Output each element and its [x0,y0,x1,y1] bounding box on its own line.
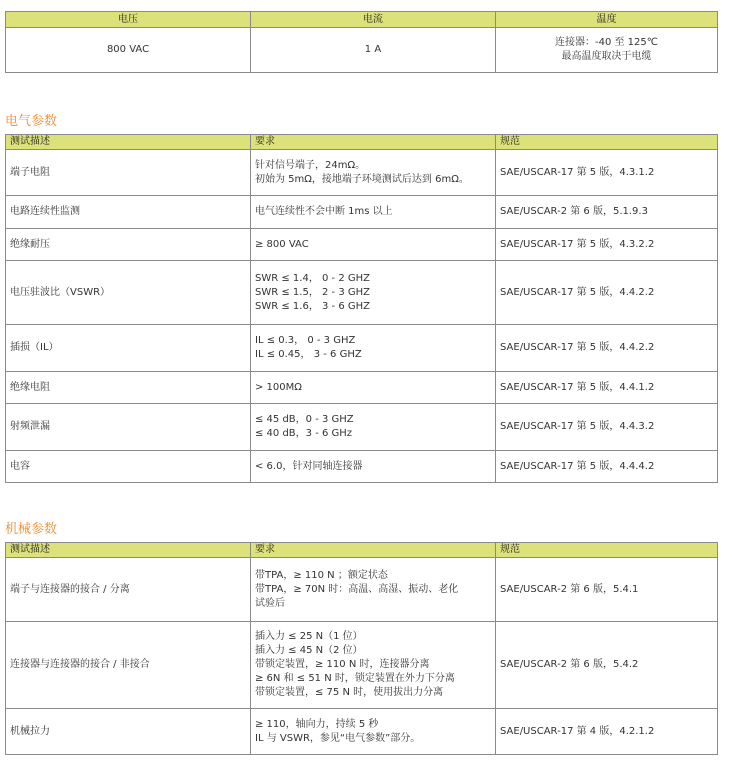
electrical-header-row [6,135,718,150]
requirement-line: 电气连续性不会中断 1ms 以上 [255,206,393,217]
test-description: 连接器与连接器的接合 / 非接合 [6,622,251,709]
temperature-note: 最高温度取决于电缆 [561,51,652,62]
requirement-line: 带TPA，≥ 70N 时：高温、高湿、振动、老化 [255,583,459,595]
electrical-section-title: 电气参数 [5,114,58,129]
requirement-line: SWR ≤ 1.5， 2 - 3 GHZ [255,286,370,298]
specification: SAE/USCAR-17 第 5 版，4.4.1.2 [496,372,718,404]
requirement-line: SWR ≤ 1.6， 3 - 6 GHZ [255,300,370,312]
rating-table [5,11,718,73]
table-row [6,558,718,622]
test-description: 端子电阻 [6,150,251,196]
test-description: 插损（IL） [6,325,251,372]
temperature-header: 温度 [496,12,718,28]
test-description: 电容 [6,451,251,483]
requirement-line: 试验后 [255,597,285,609]
mechanical-header-row [6,543,718,558]
specification: SAE/USCAR-17 第 5 版，4.4.4.2 [496,451,718,483]
requirement-line: ≥ 110，轴向力，持续 5 秒 [255,718,379,730]
table-row [6,451,718,483]
table-row [6,372,718,404]
requirement-line: ≥ 800 VAC [255,238,309,250]
table-row [6,709,718,755]
requirement-line: 带锁定装置，≤ 75 N 时，使用拔出力分离 [255,687,444,698]
test-description: 绝缘耐压 [6,229,251,261]
requirement-line: > 100MΩ [255,381,302,393]
specification: SAE/USCAR-2 第 6 版，5.1.9.3 [496,196,718,229]
specification: SAE/USCAR-17 第 4 版，4.2.1.2 [496,709,718,755]
table-row [6,622,718,709]
requirement-header: 要求 [251,543,496,558]
requirement-line: IL ≤ 0.45， 3 - 6 GHZ [255,349,362,360]
table-row [6,404,718,451]
specification: SAE/USCAR-17 第 5 版，4.4.3.2 [496,404,718,451]
requirement-line: 插入力 ≤ 25 N（1 位） [255,631,363,642]
requirement [251,325,496,372]
rating-value-row [6,28,718,73]
current-value: 1 A [251,28,496,73]
requirement-line: 初始为 5mΩ，接地端子环境测试后达到 6mΩ。 [255,173,469,185]
specification: SAE/USCAR-17 第 5 版，4.3.2.2 [496,229,718,261]
specification: SAE/USCAR-2 第 6 版，5.4.1 [496,558,718,622]
requirement-header: 要求 [251,135,496,150]
specification: SAE/USCAR-17 第 5 版，4.4.2.2 [496,261,718,325]
requirement-line: ≤ 40 dB，3 - 6 GHz [255,428,353,439]
requirement [251,404,496,451]
temperature-value [496,28,718,73]
requirement-line: 带TPA，≥ 110 N ；额定状态 [255,569,388,581]
test-description: 机械拉力 [6,709,251,755]
voltage-header: 电压 [6,12,251,28]
requirement-line: ≤ 45 dB，0 - 3 GHZ [255,414,354,425]
current-header: 电流 [251,12,496,28]
requirement [251,451,496,483]
table-row [6,229,718,261]
specification: SAE/USCAR-17 第 5 版，4.3.1.2 [496,150,718,196]
electrical-table [5,134,718,483]
specification-header: 规范 [496,135,718,150]
mechanical-table [5,542,718,755]
requirement [251,150,496,196]
requirement [251,261,496,325]
test-description: 电压驻波比（VSWR） [6,261,251,325]
test-description: 绝缘电阻 [6,372,251,404]
requirement-line: < 6.0，针对同轴连接器 [255,460,363,472]
voltage-value: 800 VAC [6,28,251,73]
table-row [6,325,718,372]
requirement [251,558,496,622]
requirement [251,196,496,229]
test-description: 射频泄漏 [6,404,251,451]
table-row [6,150,718,196]
requirement [251,622,496,709]
table-row [6,196,718,229]
requirement [251,372,496,404]
specification: SAE/USCAR-2 第 6 版，5.4.2 [496,622,718,709]
test-description: 电路连续性监测 [6,196,251,229]
requirement-line: ≥ 6N 和 ≤ 51 N 时，锁定装置在外力下分离 [255,673,455,684]
test-description-header: 测试描述 [6,543,251,558]
requirement-line: IL 与 VSWR，参见“电气参数”部分。 [255,732,421,744]
mechanical-section-title: 机械参数 [5,522,58,537]
requirement-line: 带锁定装置，≥ 110 N 时，连接器分离 [255,659,430,670]
table-row [6,261,718,325]
requirement-line: SWR ≤ 1.4， 0 - 2 GHZ [255,272,370,284]
requirement [251,709,496,755]
requirement-line: 针对信号端子，24mΩ。 [255,159,366,171]
specification: SAE/USCAR-17 第 5 版，4.4.2.2 [496,325,718,372]
requirement-line: 插入力 ≤ 45 N（2 位） [255,645,363,656]
test-description: 端子与连接器的接合 / 分离 [6,558,251,622]
temperature-range: 连接器：-40 至 125℃ [554,37,658,48]
rating-header-row [6,12,718,28]
requirement-line: IL ≤ 0.3， 0 - 3 GHZ [255,335,356,346]
specification-header: 规范 [496,543,718,558]
test-description-header: 测试描述 [6,135,251,150]
requirement [251,229,496,261]
